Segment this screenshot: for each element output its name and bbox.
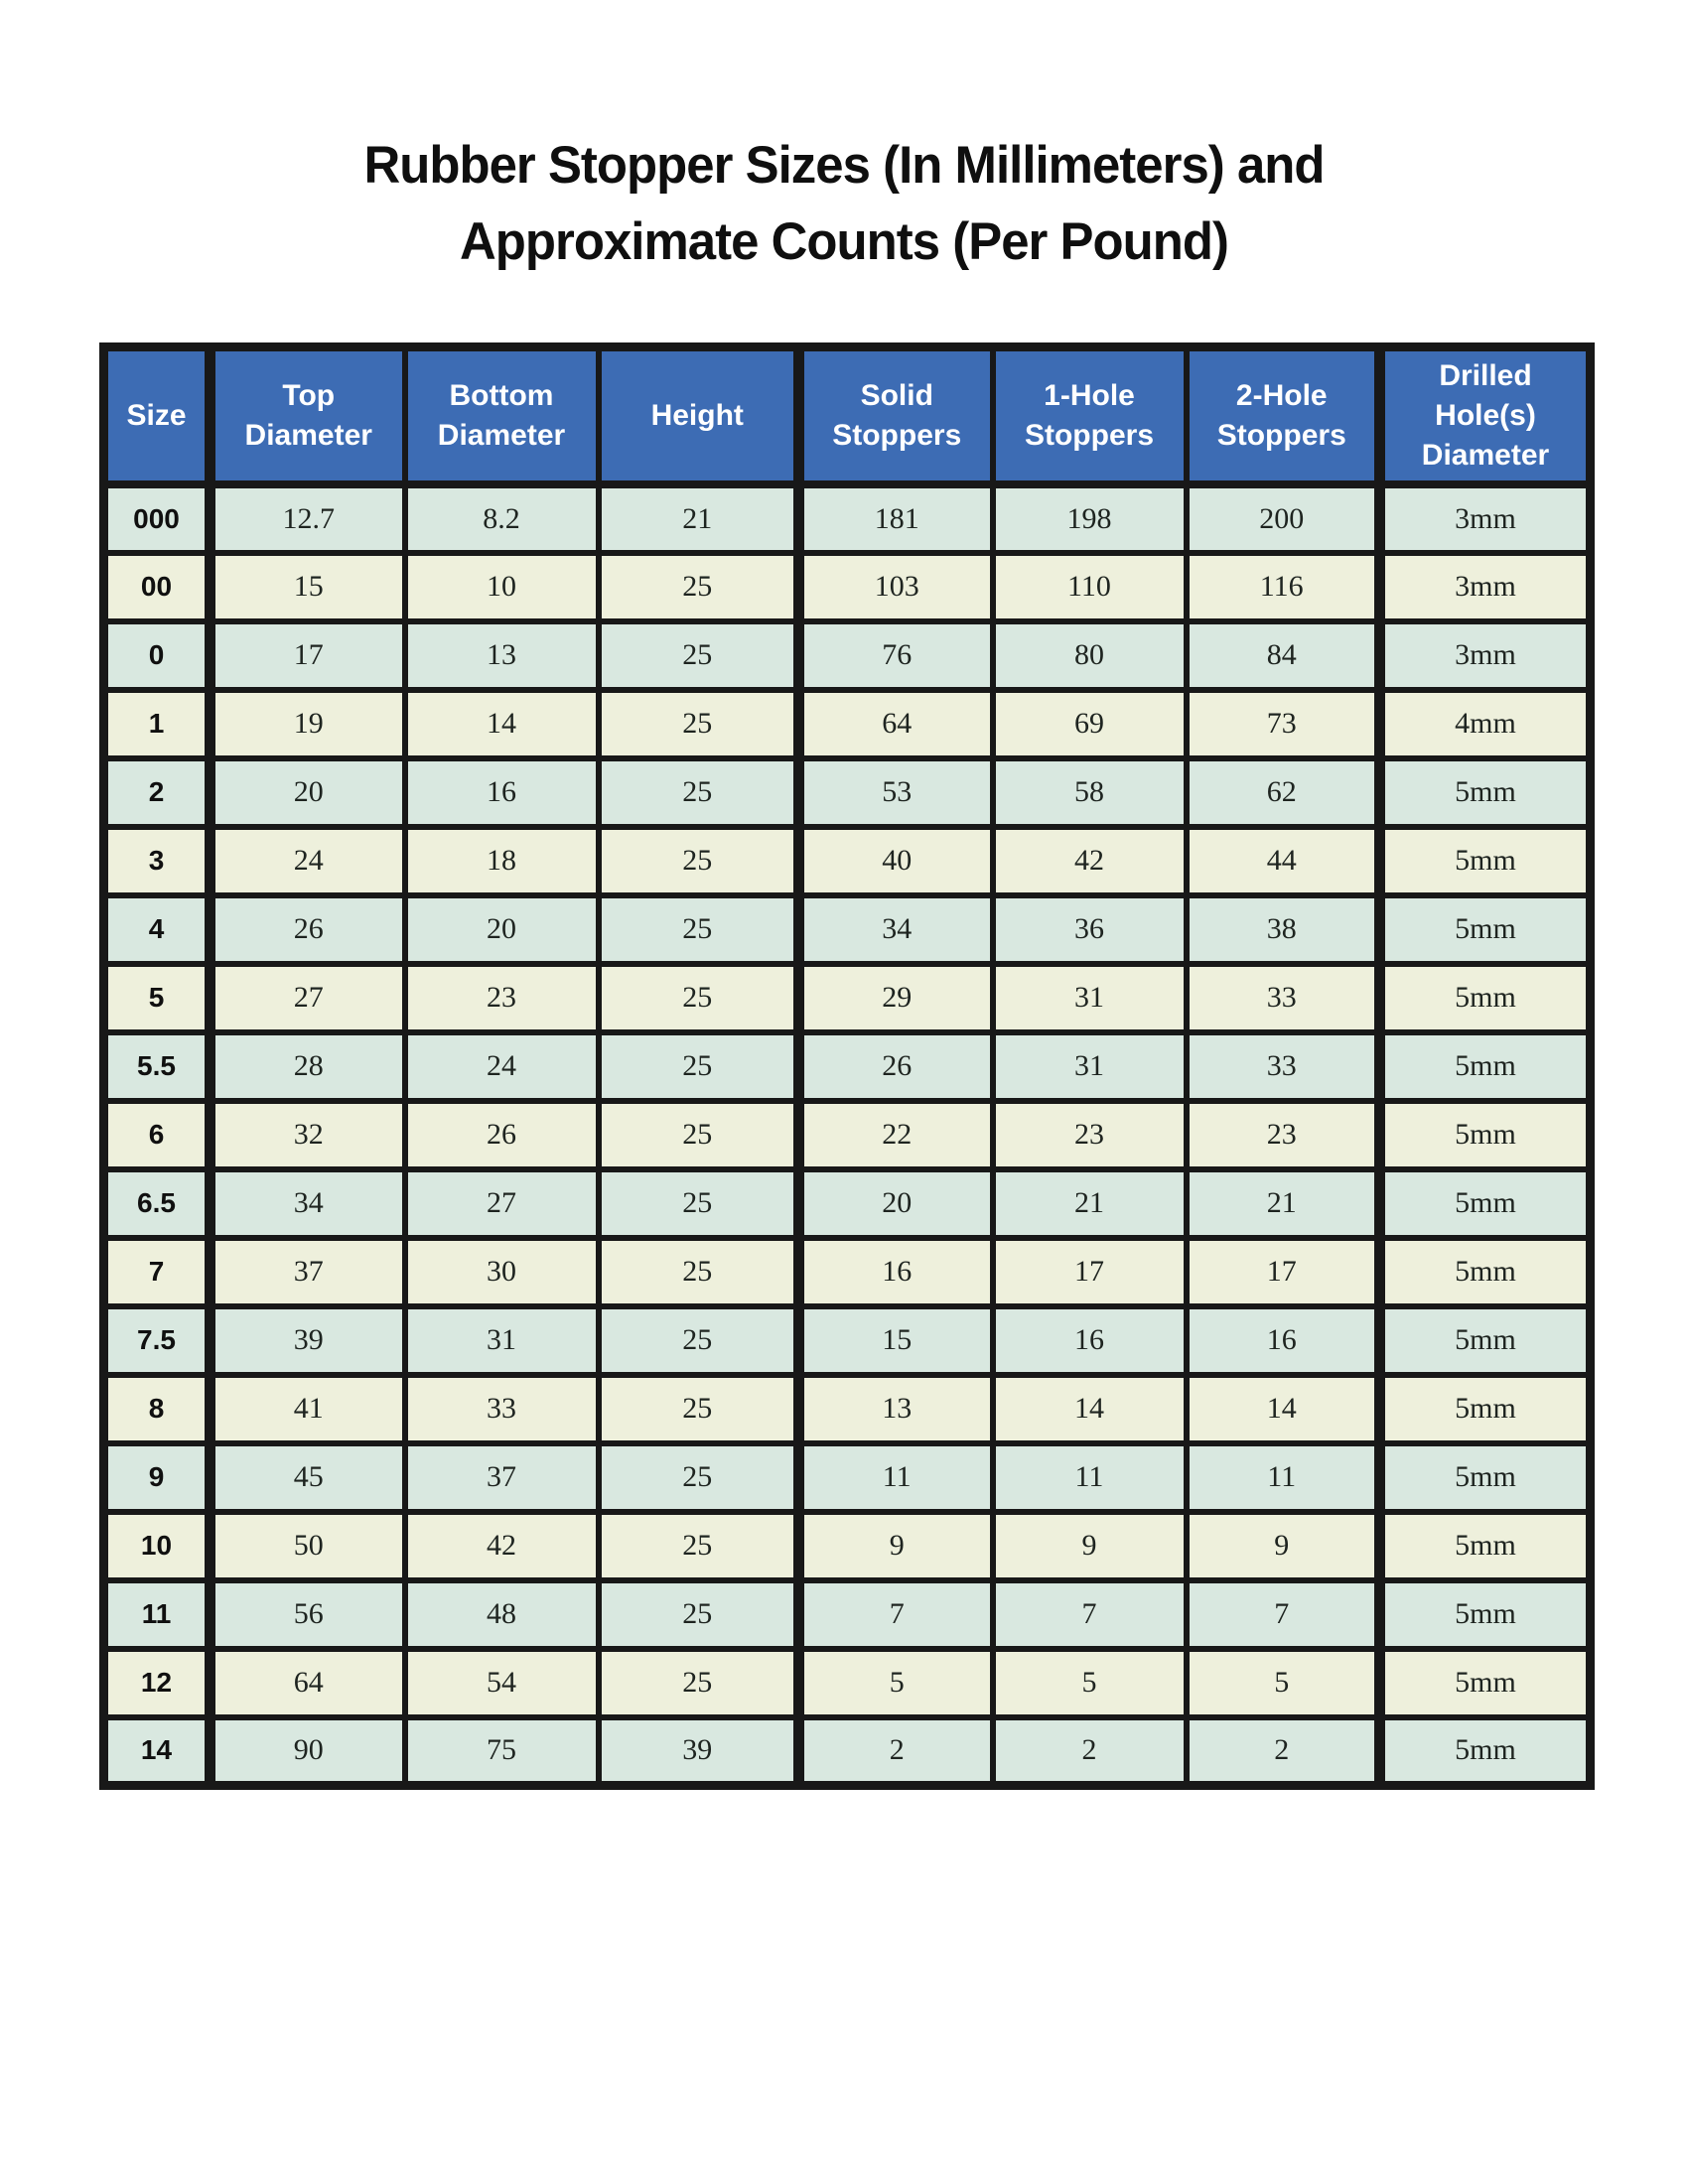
value-cell: 5mm — [1380, 964, 1591, 1032]
value-cell: 44 — [1187, 827, 1380, 895]
value-cell: 25 — [599, 1443, 799, 1512]
column-header-size: Size — [104, 347, 211, 484]
value-cell: 39 — [599, 1717, 799, 1786]
table-row — [104, 964, 1591, 1032]
value-cell: 7 — [799, 1580, 993, 1649]
value-cell: 38 — [1187, 895, 1380, 964]
value-cell: 13 — [405, 621, 599, 690]
size-cell: 2 — [104, 758, 211, 827]
value-cell: 80 — [993, 621, 1187, 690]
page-title — [0, 0, 1688, 280]
table-row — [104, 1169, 1591, 1238]
value-cell: 181 — [799, 484, 993, 553]
value-cell: 23 — [993, 1101, 1187, 1169]
value-cell: 9 — [993, 1512, 1187, 1580]
value-cell: 9 — [1187, 1512, 1380, 1580]
value-cell: 25 — [599, 964, 799, 1032]
size-cell: 8 — [104, 1375, 211, 1443]
value-cell: 41 — [211, 1375, 405, 1443]
table-row — [104, 1717, 1591, 1786]
value-cell: 25 — [599, 895, 799, 964]
value-cell: 58 — [993, 758, 1187, 827]
table-row — [104, 895, 1591, 964]
value-cell: 25 — [599, 1649, 799, 1717]
table-body — [104, 484, 1591, 1786]
value-cell: 103 — [799, 553, 993, 621]
size-cell: 5.5 — [104, 1032, 211, 1101]
value-cell: 7 — [1187, 1580, 1380, 1649]
value-cell: 11 — [799, 1443, 993, 1512]
value-cell: 5mm — [1380, 1649, 1591, 1717]
value-cell: 26 — [405, 1101, 599, 1169]
value-cell: 10 — [405, 553, 599, 621]
table-row — [104, 1238, 1591, 1306]
value-cell: 25 — [599, 1580, 799, 1649]
value-cell: 45 — [211, 1443, 405, 1512]
value-cell: 15 — [799, 1306, 993, 1375]
value-cell: 14 — [1187, 1375, 1380, 1443]
value-cell: 17 — [211, 621, 405, 690]
value-cell: 64 — [211, 1649, 405, 1717]
value-cell: 30 — [405, 1238, 599, 1306]
page-title-line2: Approximate Counts (Per Pound) — [459, 212, 1228, 271]
value-cell: 18 — [405, 827, 599, 895]
value-cell: 5 — [993, 1649, 1187, 1717]
table-row — [104, 553, 1591, 621]
size-cell: 7.5 — [104, 1306, 211, 1375]
value-cell: 4mm — [1380, 690, 1591, 758]
value-cell: 33 — [1187, 1032, 1380, 1101]
size-cell: 7 — [104, 1238, 211, 1306]
value-cell: 25 — [599, 1101, 799, 1169]
column-header-bottom-diameter: Bottom Diameter — [405, 347, 599, 484]
table-row — [104, 1649, 1591, 1717]
value-cell: 42 — [405, 1512, 599, 1580]
value-cell: 22 — [799, 1101, 993, 1169]
column-header-top-diameter: Top Diameter — [211, 347, 405, 484]
value-cell: 37 — [405, 1443, 599, 1512]
value-cell: 2 — [799, 1717, 993, 1786]
value-cell: 54 — [405, 1649, 599, 1717]
value-cell: 21 — [993, 1169, 1187, 1238]
size-cell: 11 — [104, 1580, 211, 1649]
value-cell: 2 — [993, 1717, 1187, 1786]
value-cell: 56 — [211, 1580, 405, 1649]
table-header — [104, 347, 1591, 484]
value-cell: 17 — [993, 1238, 1187, 1306]
value-cell: 8.2 — [405, 484, 599, 553]
value-cell: 21 — [1187, 1169, 1380, 1238]
value-cell: 20 — [799, 1169, 993, 1238]
value-cell: 25 — [599, 1238, 799, 1306]
value-cell: 31 — [993, 1032, 1187, 1101]
value-cell: 16 — [1187, 1306, 1380, 1375]
value-cell: 3mm — [1380, 553, 1591, 621]
value-cell: 48 — [405, 1580, 599, 1649]
stopper-size-table — [99, 342, 1595, 1790]
value-cell: 5mm — [1380, 1443, 1591, 1512]
value-cell: 5mm — [1380, 758, 1591, 827]
value-cell: 198 — [993, 484, 1187, 553]
value-cell: 20 — [211, 758, 405, 827]
value-cell: 110 — [993, 553, 1187, 621]
value-cell: 31 — [405, 1306, 599, 1375]
value-cell: 13 — [799, 1375, 993, 1443]
value-cell: 37 — [211, 1238, 405, 1306]
table-row — [104, 1580, 1591, 1649]
value-cell: 7 — [993, 1580, 1187, 1649]
value-cell: 23 — [405, 964, 599, 1032]
value-cell: 34 — [211, 1169, 405, 1238]
table-row — [104, 1306, 1591, 1375]
size-cell: 1 — [104, 690, 211, 758]
value-cell: 12.7 — [211, 484, 405, 553]
value-cell: 3mm — [1380, 621, 1591, 690]
value-cell: 20 — [405, 895, 599, 964]
size-cell: 5 — [104, 964, 211, 1032]
value-cell: 36 — [993, 895, 1187, 964]
size-cell: 12 — [104, 1649, 211, 1717]
value-cell: 69 — [993, 690, 1187, 758]
value-cell: 40 — [799, 827, 993, 895]
value-cell: 14 — [405, 690, 599, 758]
value-cell: 42 — [993, 827, 1187, 895]
value-cell: 24 — [211, 827, 405, 895]
page-title-line1: Rubber Stopper Sizes (In Millimeters) and — [363, 136, 1325, 195]
value-cell: 25 — [599, 690, 799, 758]
table-row — [104, 758, 1591, 827]
table-row — [104, 484, 1591, 553]
size-cell: 000 — [104, 484, 211, 553]
value-cell: 28 — [211, 1032, 405, 1101]
size-cell: 10 — [104, 1512, 211, 1580]
value-cell: 27 — [405, 1169, 599, 1238]
table-row — [104, 1101, 1591, 1169]
value-cell: 39 — [211, 1306, 405, 1375]
value-cell: 5 — [1187, 1649, 1380, 1717]
column-header-2-hole-stoppers: 2-Hole Stoppers — [1187, 347, 1380, 484]
value-cell: 2 — [1187, 1717, 1380, 1786]
value-cell: 26 — [211, 895, 405, 964]
value-cell: 5mm — [1380, 1717, 1591, 1786]
value-cell: 90 — [211, 1717, 405, 1786]
value-cell: 25 — [599, 1375, 799, 1443]
value-cell: 25 — [599, 827, 799, 895]
table-row — [104, 1032, 1591, 1101]
value-cell: 9 — [799, 1512, 993, 1580]
value-cell: 25 — [599, 1306, 799, 1375]
value-cell: 25 — [599, 1032, 799, 1101]
size-cell: 6 — [104, 1101, 211, 1169]
column-header-height: Height — [599, 347, 799, 484]
header-row — [104, 347, 1591, 484]
value-cell: 17 — [1187, 1238, 1380, 1306]
value-cell: 25 — [599, 553, 799, 621]
value-cell: 5mm — [1380, 1101, 1591, 1169]
column-header-1-hole-stoppers: 1-Hole Stoppers — [993, 347, 1187, 484]
value-cell: 25 — [599, 758, 799, 827]
value-cell: 5mm — [1380, 1512, 1591, 1580]
value-cell: 5mm — [1380, 1169, 1591, 1238]
value-cell: 5 — [799, 1649, 993, 1717]
size-cell: 9 — [104, 1443, 211, 1512]
value-cell: 5mm — [1380, 1032, 1591, 1101]
value-cell: 62 — [1187, 758, 1380, 827]
value-cell: 19 — [211, 690, 405, 758]
value-cell: 34 — [799, 895, 993, 964]
column-header-solid-stoppers: Solid Stoppers — [799, 347, 993, 484]
table-row — [104, 621, 1591, 690]
value-cell: 16 — [405, 758, 599, 827]
value-cell: 25 — [599, 1512, 799, 1580]
value-cell: 31 — [993, 964, 1187, 1032]
size-cell: 00 — [104, 553, 211, 621]
value-cell: 73 — [1187, 690, 1380, 758]
value-cell: 21 — [599, 484, 799, 553]
value-cell: 33 — [405, 1375, 599, 1443]
size-cell: 6.5 — [104, 1169, 211, 1238]
value-cell: 5mm — [1380, 895, 1591, 964]
value-cell: 25 — [599, 1169, 799, 1238]
table-row — [104, 827, 1591, 895]
value-cell: 76 — [799, 621, 993, 690]
value-cell: 11 — [1187, 1443, 1380, 1512]
size-cell: 0 — [104, 621, 211, 690]
value-cell: 14 — [993, 1375, 1187, 1443]
size-cell: 3 — [104, 827, 211, 895]
size-cell: 14 — [104, 1717, 211, 1786]
value-cell: 5mm — [1380, 1306, 1591, 1375]
value-cell: 16 — [799, 1238, 993, 1306]
value-cell: 5mm — [1380, 1238, 1591, 1306]
value-cell: 16 — [993, 1306, 1187, 1375]
table-row — [104, 690, 1591, 758]
value-cell: 26 — [799, 1032, 993, 1101]
value-cell: 23 — [1187, 1101, 1380, 1169]
value-cell: 11 — [993, 1443, 1187, 1512]
value-cell: 32 — [211, 1101, 405, 1169]
table-row — [104, 1375, 1591, 1443]
table-row — [104, 1443, 1591, 1512]
value-cell: 29 — [799, 964, 993, 1032]
value-cell: 84 — [1187, 621, 1380, 690]
value-cell: 200 — [1187, 484, 1380, 553]
value-cell: 3mm — [1380, 484, 1591, 553]
table-row — [104, 1512, 1591, 1580]
value-cell: 27 — [211, 964, 405, 1032]
value-cell: 25 — [599, 621, 799, 690]
value-cell: 50 — [211, 1512, 405, 1580]
value-cell: 33 — [1187, 964, 1380, 1032]
value-cell: 5mm — [1380, 1580, 1591, 1649]
value-cell: 5mm — [1380, 827, 1591, 895]
column-header-drilled-hole-s-diameter: Drilled Hole(s) Diameter — [1380, 347, 1591, 484]
value-cell: 116 — [1187, 553, 1380, 621]
value-cell: 64 — [799, 690, 993, 758]
value-cell: 75 — [405, 1717, 599, 1786]
value-cell: 24 — [405, 1032, 599, 1101]
value-cell: 53 — [799, 758, 993, 827]
size-cell: 4 — [104, 895, 211, 964]
value-cell: 15 — [211, 553, 405, 621]
value-cell: 5mm — [1380, 1375, 1591, 1443]
